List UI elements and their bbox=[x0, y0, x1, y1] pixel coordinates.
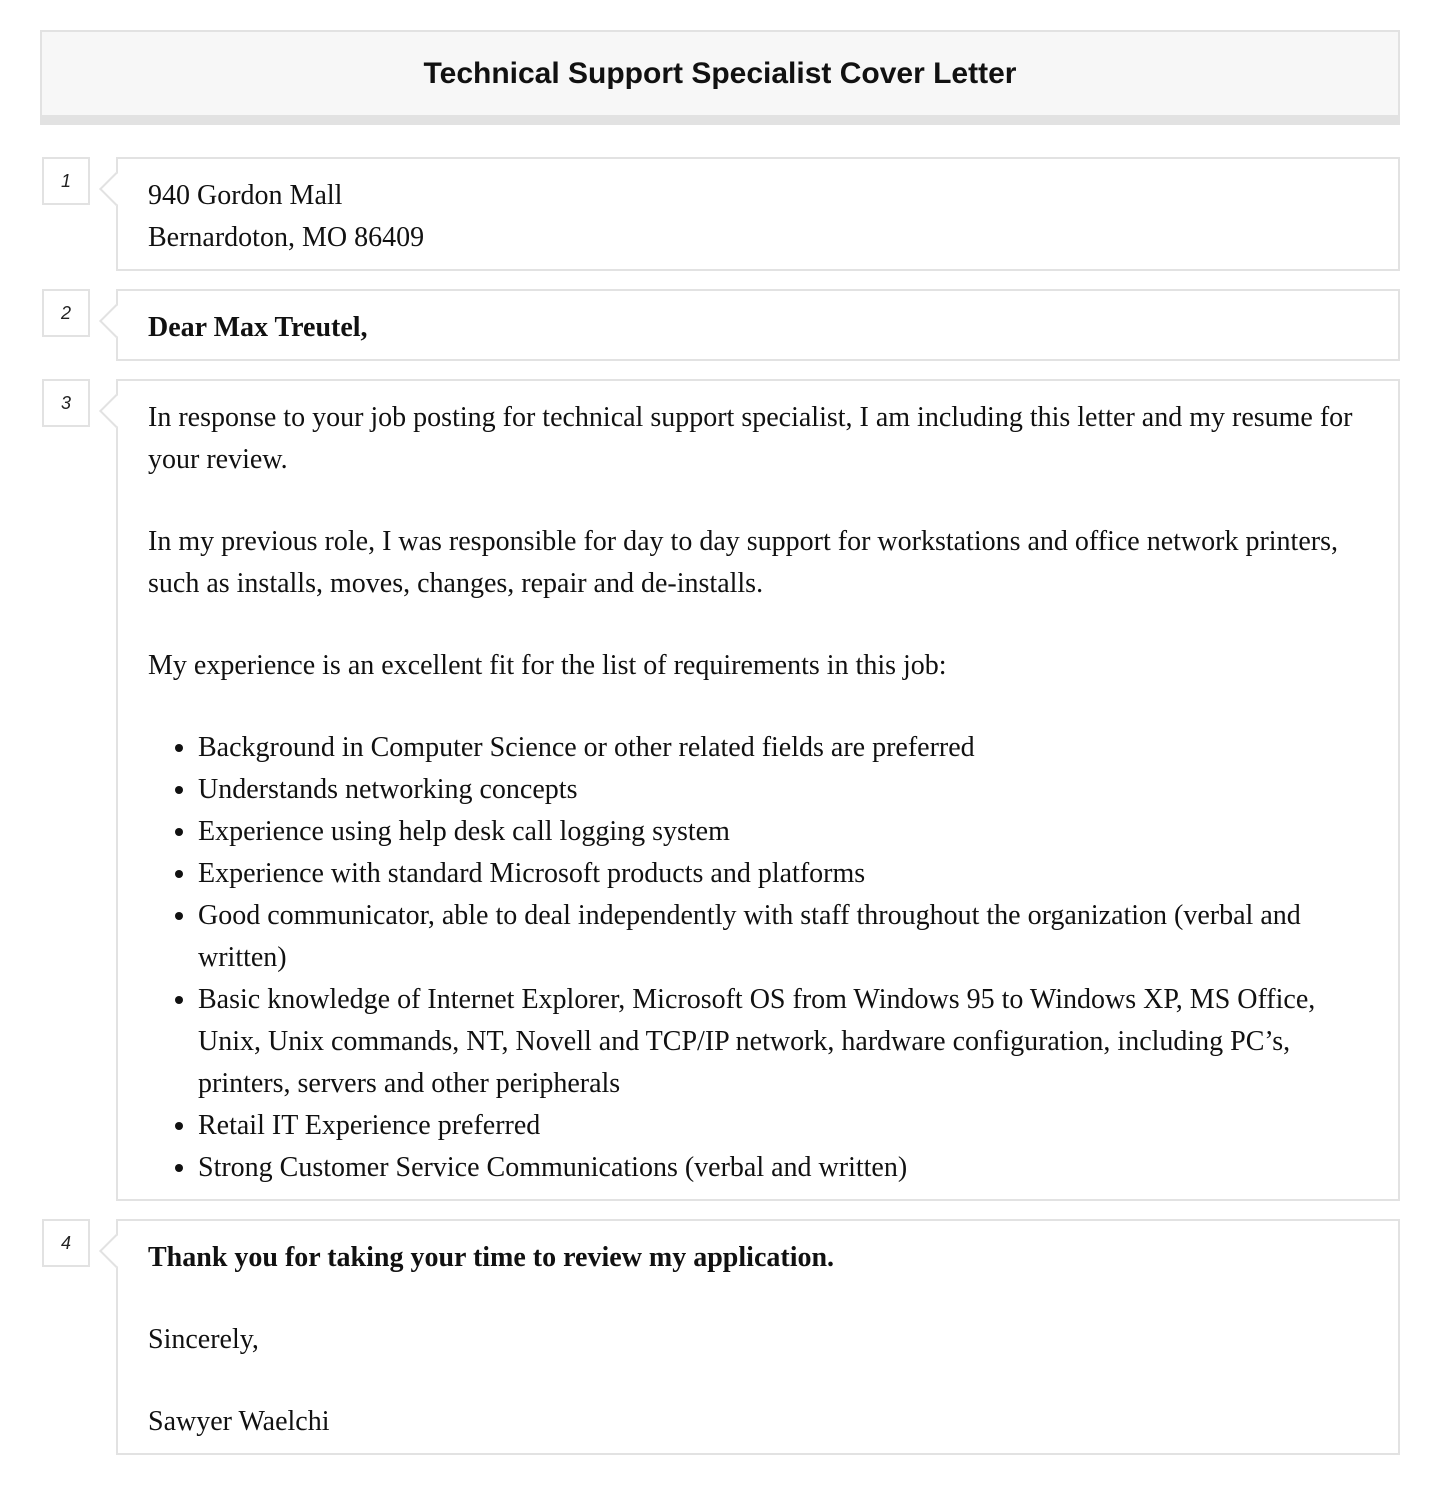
list-item: • Retail IT Experience preferred bbox=[198, 1105, 1368, 1147]
signature-name: Sawyer Waelchi bbox=[148, 1406, 330, 1437]
closing-card bbox=[116, 1219, 1400, 1455]
address-line-2: Bernardoton, MO 86409 bbox=[148, 222, 425, 253]
closing-line: Thank you for taking your time to review my application. bbox=[148, 1242, 835, 1273]
list-item: • Strong Customer Service Communications (verbal and written) bbox=[198, 1147, 1368, 1189]
section-number: 1 bbox=[42, 157, 90, 205]
list-item: • Experience with standard Microsoft products and platforms bbox=[198, 853, 1368, 895]
list-item: • Good communicator, able to deal independently with staff throughout the organization (verbal and written) bbox=[198, 895, 1368, 979]
salutation-card bbox=[116, 289, 1400, 361]
title-bar bbox=[40, 30, 1400, 125]
experience-paragraph: In my previous role, I was responsible for day to day support for workstations and office network printers, such as installs, moves, changes, repair and de-installs. bbox=[148, 526, 1338, 599]
intro-paragraph: In response to your job posting for technical support specialist, I am including this letter and my resume for your review. bbox=[148, 402, 1353, 475]
requirements-intro: My experience is an excellent fit for the list of requirements in this job: bbox=[148, 650, 947, 681]
section-number: 2 bbox=[42, 289, 90, 337]
list-item: • Background in Computer Science or other related fields are preferred bbox=[198, 727, 1368, 769]
salutation: Dear Max Treutel, bbox=[148, 312, 368, 343]
page-title: Technical Support Specialist Cover Letter bbox=[423, 56, 1017, 90]
list-item: • Understands networking concepts bbox=[198, 769, 1368, 811]
list-item: • Experience using help desk call logging system bbox=[198, 811, 1368, 853]
section-number: 3 bbox=[42, 379, 90, 427]
body-card bbox=[116, 379, 1400, 1201]
address-line-1: 940 Gordon Mall bbox=[148, 180, 343, 211]
list-item: • Basic knowledge of Internet Explorer, Microsoft OS from Windows 95 to Windows XP, MS Office, Unix, Unix commands, NT, Novell and TCP/IP network, hardware configuration, including PC’s, printers, servers and other peripherals bbox=[198, 979, 1368, 1105]
requirements-list bbox=[148, 727, 1368, 1189]
address-card bbox=[116, 157, 1400, 271]
section-number: 4 bbox=[42, 1219, 90, 1267]
signoff: Sincerely, bbox=[148, 1324, 259, 1355]
